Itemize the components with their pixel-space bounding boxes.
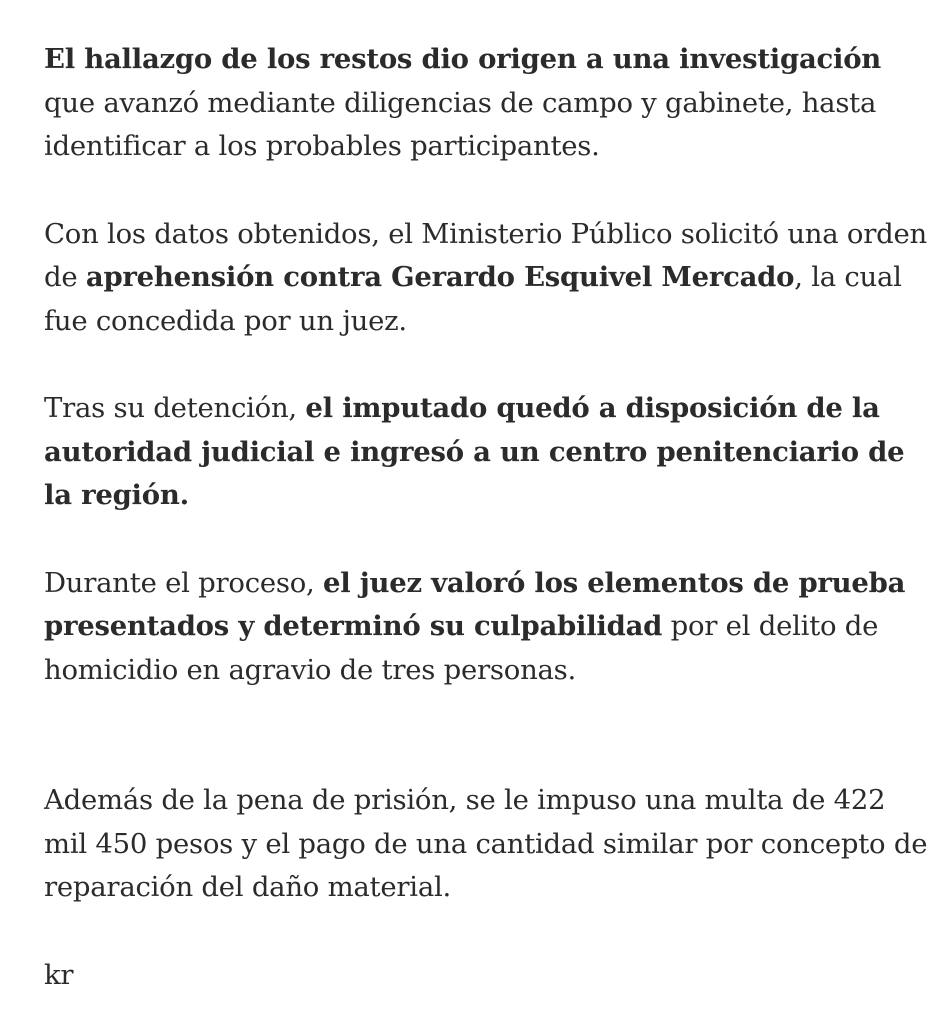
text-bold: El hallazgo de los restos dio origen a una investigación (44, 43, 882, 75)
text-regular: Durante el proceso, (44, 566, 324, 599)
text-bold: aprehensión contra Gerardo Esquivel Mercado (85, 261, 795, 293)
text-regular: Tras su detención, (44, 392, 306, 424)
author-initials (44, 954, 928, 998)
text-regular: kr (44, 958, 74, 991)
text-regular: por el delito de homicidio en agravio de tres personas. (44, 610, 879, 686)
text-regular: , la cual fue concedida por un juez. (44, 261, 902, 337)
paragraph-verdict (44, 562, 928, 693)
text-bold: el juez valoró los elementos de prueba presentados y determinó su culpabilidad (44, 566, 906, 642)
text-bold: el imputado quedó a disposición de la autoridad judicial e ingresó a un centro penitenciario de la región. (44, 392, 905, 511)
paragraph-detention (44, 387, 928, 518)
paragraph-arrest-order (44, 213, 928, 344)
article-body (44, 38, 928, 997)
paragraph-fine (44, 779, 928, 910)
paragraph-investigation (44, 38, 928, 169)
text-regular: Además de la pena de prisión, se le impuso una multa de 422 mil 450 pesos y el pago de una cantidad similar por concepto de reparación del daño material. (44, 784, 928, 903)
text-regular: Con los datos obtenidos, el Ministerio Público solicitó una orden de (44, 217, 927, 293)
text-regular: que avanzó mediante diligencias de campo y gabinete, hasta identificar a los probables participantes. (44, 86, 877, 162)
